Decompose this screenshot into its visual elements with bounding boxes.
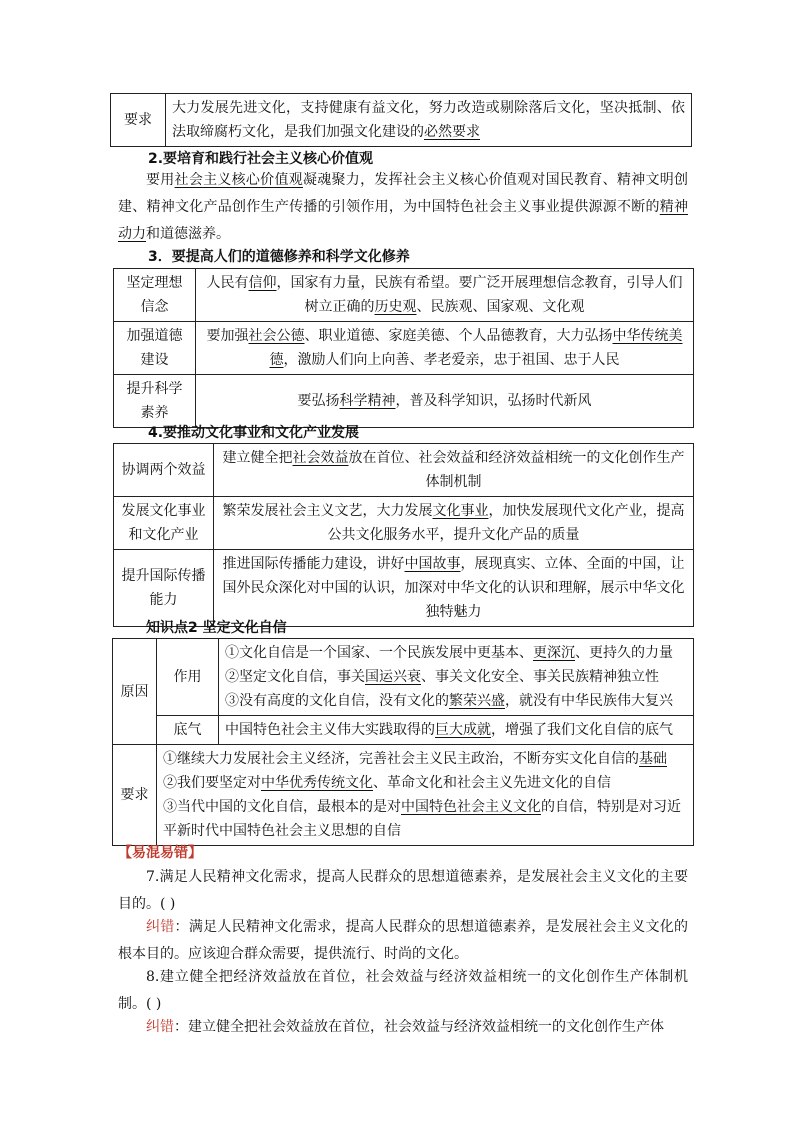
correction-label: 纠错	[146, 1019, 174, 1035]
table-row	[113, 745, 694, 846]
text-run: ，增强了我们文化自信的底气	[491, 722, 673, 738]
effect-content	[219, 639, 694, 716]
text-run: ，就没有中华民族伟大复兴	[505, 693, 673, 709]
text-run: 的自信，特别是对习近平新时代中国特色社会主义思想的自信	[163, 799, 681, 839]
text-run: 、民族观、国家观、文化观	[416, 299, 585, 315]
underlined-key-term: 中国故事	[404, 556, 461, 572]
requirement-label: 要求	[111, 94, 166, 147]
text-run: ，加快发展现代文化产业，提高公共文化服务水平，提升文化产品的质量	[327, 503, 685, 543]
table-row	[113, 716, 694, 745]
text-run: 、革命文化和社会主义先进文化的自信	[373, 775, 611, 791]
text-run: 、职业道德、家庭美德、个人品德教育，大力弘扬	[304, 328, 613, 344]
text-run: 凝魂聚力，发挥社会主义核心价值观对国民教育、精神文明创建、精神文化产品创作生产传播的引领作用，为中国特色社会主义事业提供源源不断的	[118, 172, 689, 215]
text-run: 放在首位、社会效益和经济效益相统一的文化创作生产体制机制	[348, 450, 685, 490]
question-8: 8.建立健全把经济效益放在首位，社会效益与经济效益相统一的文化创作生产体制机制。( )	[118, 969, 688, 1012]
requirement-text: 大力发展先进文化，支持健康有益文化，努力改造或剔除落后文化，坚决抵制、依法取缔腐朽文化，是我们加强文化建设的	[172, 100, 685, 140]
requirement-content	[157, 745, 694, 846]
reason-label: 原因	[113, 639, 157, 745]
list-item	[163, 795, 687, 843]
culture-industry-table	[113, 443, 694, 627]
text-run: 要用	[146, 172, 175, 188]
underlined-key-term: 历史观	[374, 299, 417, 315]
text-run: ①继续大力发展社会主义经济，完善社会主义民主政治，不断夯实文化自信的	[163, 751, 639, 767]
row-content	[214, 497, 694, 550]
underlined-key-term: 社会公德	[248, 328, 305, 344]
text-run: 人民有	[206, 275, 249, 291]
underlined-key-term: 繁荣兴盛	[449, 693, 505, 709]
text-run: ，国家有力量，民族有希望。要广泛开展理想信念教育，引导人们树立正确的	[276, 275, 683, 315]
table-row	[113, 639, 694, 716]
text-run: ①文化自信是一个国家、一个民族发展中更基本、	[225, 645, 533, 661]
text-run: ②坚定文化自信，事关	[225, 669, 365, 685]
row-label: 加强道德建设	[114, 322, 196, 375]
row-label: 坚定理想信念	[114, 269, 196, 322]
underlined-key-term: 中华传统美德	[269, 328, 683, 368]
requirement-content	[166, 94, 692, 147]
cultural-confidence-table	[112, 638, 694, 846]
base-label: 底气	[157, 716, 219, 745]
text-run: 要弘扬	[297, 393, 340, 409]
correction-7	[118, 914, 688, 968]
text-run: ③当代中国的文化自信，最根本的是对	[163, 799, 401, 815]
text-run: ，展现真实、立体、全面的中国，让国外民众深化对中国的认识，加深对中华文化的认识和理解，展示中华文化独特魅力	[222, 556, 685, 620]
list-item	[225, 665, 687, 689]
table-row	[111, 94, 692, 147]
underlined-key-term: 社会效益	[292, 450, 349, 466]
row-content	[196, 375, 694, 428]
row-content	[196, 269, 694, 322]
requirement-label: 要求	[113, 745, 157, 846]
text-run: ③没有高度的文化自信，没有文化的	[225, 693, 449, 709]
requirement-table	[110, 93, 692, 147]
row-content	[214, 550, 694, 627]
section-2-heading: 2.要培育和践行社会主义核心价值观	[148, 151, 374, 167]
underlined-key-term: 国运兴衰	[365, 669, 421, 685]
section-3-heading: 3．要提高人们的道德修养和科学文化修养	[148, 249, 410, 265]
correction-label: 纠错	[146, 919, 175, 935]
mistakes-tag: 【易混易错】	[118, 845, 202, 861]
text-run: ：建立健全把社会效益放在首位，社会效益与经济效益相统一的文化创作生产体	[174, 1019, 664, 1035]
underlined-key-term: 中华优秀传统文化	[261, 775, 373, 791]
underlined-key-term: 科学精神	[339, 393, 396, 409]
underlined-key-term: 基础	[639, 751, 667, 767]
underlined-key-term: 必然要求	[424, 124, 480, 140]
table-row	[114, 550, 694, 627]
text-run: 繁荣发展社会主义文艺，大力发展	[222, 503, 433, 519]
underlined-key-term: 社会主义核心价值观	[174, 172, 303, 188]
list-item	[225, 641, 687, 665]
row-label: 提升国际传播能力	[114, 550, 214, 627]
row-content	[196, 322, 694, 375]
morality-table	[113, 268, 694, 428]
table-row	[114, 497, 694, 550]
text-run: 要加强	[206, 328, 249, 344]
table-row	[114, 375, 694, 428]
row-label: 提升科学素养	[114, 375, 196, 428]
correction-8	[118, 1014, 688, 1041]
text-run: ，普及科学知识，弘扬时代新风	[395, 393, 592, 409]
underlined-key-term: 中国特色社会主义文化	[401, 799, 541, 815]
text-run: ②我们要坚定对	[163, 775, 261, 791]
table-row	[114, 322, 694, 375]
list-item	[163, 747, 687, 771]
underlined-key-term: 文化事业	[432, 503, 489, 519]
row-label: 发展文化事业和文化产业	[114, 497, 214, 550]
list-item	[225, 689, 687, 713]
text-run: 中国特色社会主义伟大实践取得的	[225, 722, 435, 738]
knowledge-point-2-heading: 知识点2 坚定文化自信	[146, 620, 287, 636]
text-run: ：满足人民精神文化需求，提高人民群众的思想道德素养，是发展社会主义文化的根本目的。应该迎合群众需要，提供流行、时尚的文化。	[118, 919, 689, 962]
underlined-key-term: 精神动力	[118, 199, 689, 242]
row-label: 协调两个效益	[114, 444, 214, 497]
text-run: 建立健全把	[222, 450, 293, 466]
section-4-heading: 4.要推动文化事业和文化产业发展	[148, 425, 360, 441]
underlined-key-term: 信仰	[248, 275, 277, 291]
row-content	[214, 444, 694, 497]
base-content	[219, 716, 694, 745]
text-run: ，激励人们向上向善、孝老爱亲，忠于祖国、忠于人民	[283, 352, 620, 368]
question-7: 7.满足人民精神文化需求，提高人民群众的思想道德素养，是发展社会主义文化的主要目的。( )	[118, 869, 688, 912]
section-2-paragraph	[118, 167, 688, 248]
text-run: 、更持久的力量	[575, 645, 673, 661]
list-item	[163, 771, 687, 795]
table-row	[114, 444, 694, 497]
text-run: 和道德滋养。	[146, 226, 230, 242]
effect-label: 作用	[157, 639, 219, 716]
underlined-key-term: 巨大成就	[435, 722, 491, 738]
underlined-key-term: 更深沉	[533, 645, 575, 661]
table-row	[114, 269, 694, 322]
text-run: 、事关文化安全、事关民族精神独立性	[421, 669, 659, 685]
text-run: 推进国际传播能力建设，讲好	[222, 556, 405, 572]
